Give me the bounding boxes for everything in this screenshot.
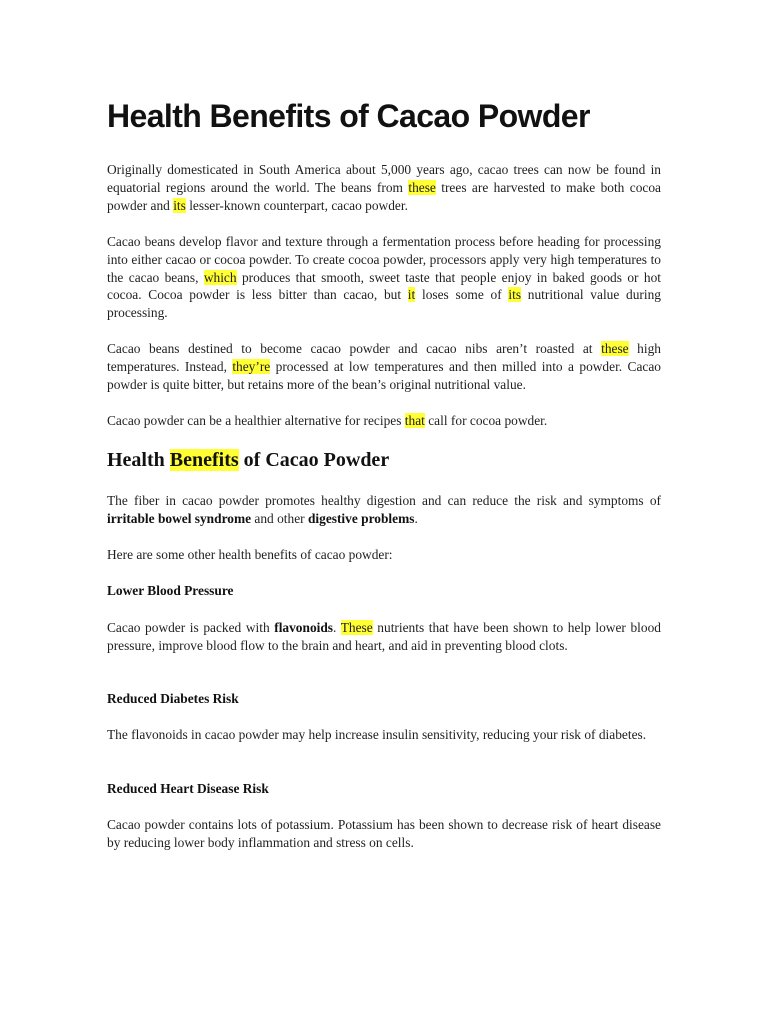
text-run: produces that smooth, sweet taste that people enjoy in baked goods or hot cocoa. Cocoa powder is less bitter than cacao, but — [107, 269, 661, 303]
text-run: . — [333, 620, 341, 635]
section-paragraph-intro-list — [107, 546, 661, 564]
text-run: lesser-known counterpart, cacao powder. — [185, 197, 408, 213]
text-run: Cacao beans develop flavor and texture through a fermentation process before heading for processing into either cacao or cocoa powder. To create cocoa powder, processors apply very high temperatures to the cacao beans, — [107, 234, 661, 285]
highlighted-word: that — [404, 413, 425, 428]
text-run: Health — [107, 449, 170, 471]
highlighted-word: they’re — [232, 358, 271, 374]
text-run: trees are harvested to make both cocoa powder and — [107, 179, 661, 213]
text-run: and other — [251, 510, 308, 526]
benefit-body-heart — [107, 816, 661, 852]
text-run: nutritional value during processing. — [107, 287, 661, 321]
highlighted-word: Benefits — [169, 449, 239, 471]
benefit-heading-heart: Reduced Heart Disease Risk — [107, 781, 269, 796]
intro-paragraph-3 — [107, 340, 661, 393]
intro-paragraph-1 — [107, 161, 661, 214]
highlighted-word: which — [203, 269, 237, 285]
benefit-heading-diabetes: Reduced Diabetes Risk — [107, 691, 239, 706]
text-run: Cacao beans destined to become cacao powder and cacao nibs aren’t roasted at — [107, 341, 602, 356]
highlighted-word: these — [601, 341, 629, 356]
text-run: loses some of — [415, 287, 509, 303]
benefit-body-blood-pressure — [107, 619, 661, 655]
text-run: processed at low temperatures and then milled into a powder. Cacao powder is quite bitter, but retains more of the bean’s original nutritional value. — [107, 358, 661, 392]
text-run: The fiber in cacao powder promotes healthy digestion and can reduce the risk and symptoms of — [107, 493, 661, 508]
text-run: Here are some other health benefits of cacao powder: — [107, 547, 393, 562]
text-run: The flavonoids in cacao powder may help increase insulin sensitivity, reducing your risk of diabetes. — [107, 727, 647, 742]
bold-term: irritable bowel syndrome — [107, 510, 252, 526]
text-run: . — [414, 510, 418, 526]
highlighted-word: These — [340, 620, 373, 635]
bold-term: flavonoids — [274, 620, 334, 635]
section-heading — [107, 449, 661, 472]
text-run: high temperatures. Instead, — [107, 341, 661, 374]
text-run: of Cacao Powder — [238, 449, 390, 471]
intro-paragraph-4 — [107, 412, 661, 430]
text-run: nutrients that have been shown to help lower blood pressure, improve blood flow to the brain and heart, and aid in preventing blood clots. — [107, 620, 661, 653]
text-run: Cacao powder is packed with — [107, 620, 275, 635]
highlighted-word: these — [408, 179, 436, 195]
section-paragraph-fiber — [107, 492, 661, 528]
intro-paragraph-2 — [107, 233, 661, 322]
page-title: Health Benefits of Cacao Powder — [107, 98, 590, 134]
text-run: call for cocoa powder. — [424, 413, 548, 428]
text-run: Cacao powder can be a healthier alternative for recipes — [107, 413, 405, 428]
highlighted-word: its — [508, 287, 522, 303]
text-run: Originally domesticated in South America about 5,000 years ago, cacao trees can now be found in equatorial regions around the world. The beans from — [107, 162, 661, 195]
highlighted-word: its — [173, 197, 186, 213]
benefit-body-diabetes — [107, 726, 661, 744]
text-run: Cacao powder contains lots of potassium. Potassium has been shown to decrease risk of heart disease by reducing lower body inflammation and stress on cells. — [107, 817, 661, 850]
highlighted-word: it — [407, 287, 416, 303]
bold-term: digestive problems — [307, 510, 415, 526]
benefit-heading-blood-pressure: Lower Blood Pressure — [107, 583, 234, 598]
